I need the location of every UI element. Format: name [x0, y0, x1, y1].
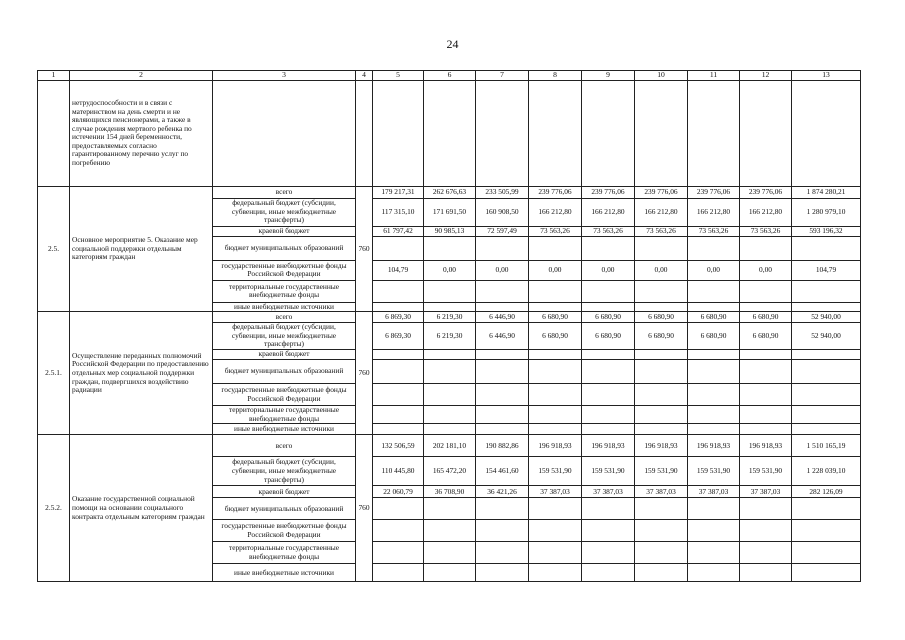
- value-cell: 6 680,90: [635, 323, 688, 350]
- value-cell: [635, 564, 688, 582]
- value-cell: [476, 302, 529, 312]
- value-cell: [635, 384, 688, 406]
- value-cell: [688, 564, 740, 582]
- value-cell: 132 506,59: [373, 435, 424, 457]
- value-cell: 159 531,90: [740, 457, 792, 486]
- value-cell: [529, 350, 582, 360]
- budget-table: [37, 70, 861, 582]
- value-cell: 6 680,90: [529, 323, 582, 350]
- value-cell: 159 531,90: [688, 457, 740, 486]
- empty-cell: [792, 80, 861, 186]
- value-cell: [476, 542, 529, 564]
- section-code: 2.5.: [38, 186, 70, 312]
- empty-cell: [476, 80, 529, 186]
- value-cell: [582, 350, 635, 360]
- value-cell: 0,00: [688, 260, 740, 280]
- funding-source: территориальные государственные внебюджетные фонды: [213, 406, 356, 424]
- value-cell: 117 315,10: [373, 198, 424, 226]
- value-cell: 6 680,90: [740, 323, 792, 350]
- value-cell: 1 280 979,10: [792, 198, 861, 226]
- value-cell: [792, 542, 861, 564]
- value-cell: 196 918,93: [635, 435, 688, 457]
- section-code-760: 760: [356, 186, 373, 312]
- value-cell: [740, 350, 792, 360]
- value-cell: [529, 360, 582, 384]
- value-cell: 166 212,80: [529, 198, 582, 226]
- section-code: 2.5.1.: [38, 312, 70, 435]
- funding-source: федеральный бюджет (субсидии, субвенции, иные межбюджетные трансферты): [213, 198, 356, 226]
- value-cell: [635, 498, 688, 520]
- value-cell: [373, 424, 424, 435]
- value-cell: [582, 302, 635, 312]
- value-cell: [792, 280, 861, 302]
- funding-source: краевой бюджет: [213, 226, 356, 236]
- value-cell: [740, 302, 792, 312]
- value-cell: 239 776,06: [529, 186, 582, 198]
- empty-cell: [424, 80, 476, 186]
- value-cell: 6 680,90: [688, 323, 740, 350]
- col-header: 3: [213, 71, 356, 81]
- value-cell: [688, 236, 740, 260]
- value-cell: [740, 360, 792, 384]
- value-cell: 104,79: [792, 260, 861, 280]
- funding-source: краевой бюджет: [213, 350, 356, 360]
- value-cell: 0,00: [740, 260, 792, 280]
- value-cell: 72 597,49: [476, 226, 529, 236]
- table-row: [38, 435, 861, 457]
- value-cell: [688, 520, 740, 542]
- funding-source: иные внебюджетные источники: [213, 302, 356, 312]
- value-cell: 73 563,26: [529, 226, 582, 236]
- value-cell: [529, 302, 582, 312]
- value-cell: 73 563,26: [582, 226, 635, 236]
- value-cell: [529, 384, 582, 406]
- value-cell: 0,00: [476, 260, 529, 280]
- value-cell: [476, 498, 529, 520]
- col-header: 13: [792, 71, 861, 81]
- value-cell: 239 776,06: [740, 186, 792, 198]
- value-cell: [373, 384, 424, 406]
- value-cell: [740, 424, 792, 435]
- section-code: 2.5.2.: [38, 435, 70, 582]
- value-cell: [635, 542, 688, 564]
- value-cell: [688, 406, 740, 424]
- value-cell: 6 869,30: [373, 323, 424, 350]
- value-cell: 73 563,26: [740, 226, 792, 236]
- funding-source: государственные внебюджетные фонды Российской Федерации: [213, 384, 356, 406]
- value-cell: [476, 350, 529, 360]
- value-cell: [740, 236, 792, 260]
- value-cell: 196 918,93: [740, 435, 792, 457]
- value-cell: 73 563,26: [688, 226, 740, 236]
- value-cell: [582, 360, 635, 384]
- empty-cell: [740, 80, 792, 186]
- value-cell: 6 680,90: [635, 312, 688, 323]
- value-cell: [792, 302, 861, 312]
- value-cell: [373, 498, 424, 520]
- funding-source: территориальные государственные внебюджетные фонды: [213, 280, 356, 302]
- value-cell: [688, 498, 740, 520]
- value-cell: [688, 542, 740, 564]
- value-cell: [635, 424, 688, 435]
- value-cell: [476, 384, 529, 406]
- value-cell: [373, 564, 424, 582]
- empty-cell: [373, 80, 424, 186]
- value-cell: 6 680,90: [582, 323, 635, 350]
- value-cell: [373, 520, 424, 542]
- col-header: 5: [373, 71, 424, 81]
- value-cell: 282 126,09: [792, 486, 861, 498]
- value-cell: [792, 350, 861, 360]
- value-cell: [373, 350, 424, 360]
- col-header: 12: [740, 71, 792, 81]
- value-cell: 233 505,99: [476, 186, 529, 198]
- value-cell: 6 680,90: [740, 312, 792, 323]
- col-header: 4: [356, 71, 373, 81]
- value-cell: [582, 384, 635, 406]
- value-cell: 262 676,63: [424, 186, 476, 198]
- value-cell: [424, 520, 476, 542]
- value-cell: [529, 236, 582, 260]
- value-cell: [529, 564, 582, 582]
- funding-source: федеральный бюджет (субсидии, субвенции, иные межбюджетные трансферты): [213, 323, 356, 350]
- value-cell: 196 918,93: [529, 435, 582, 457]
- value-cell: [476, 406, 529, 424]
- value-cell: [792, 498, 861, 520]
- value-cell: [740, 542, 792, 564]
- col-header: 11: [688, 71, 740, 81]
- value-cell: 154 461,60: [476, 457, 529, 486]
- empty-cell: [688, 80, 740, 186]
- col-header: 8: [529, 71, 582, 81]
- value-cell: 6 219,30: [424, 323, 476, 350]
- value-cell: [635, 302, 688, 312]
- value-cell: [582, 236, 635, 260]
- col-header: 9: [582, 71, 635, 81]
- funding-source: государственные внебюджетные фонды Российской Федерации: [213, 520, 356, 542]
- value-cell: 37 387,03: [582, 486, 635, 498]
- funding-source: краевой бюджет: [213, 486, 356, 498]
- value-cell: 36 421,26: [476, 486, 529, 498]
- value-cell: 36 708,90: [424, 486, 476, 498]
- value-cell: [476, 424, 529, 435]
- funding-source: территориальные государственные внебюджетные фонды: [213, 542, 356, 564]
- value-cell: 52 940,00: [792, 312, 861, 323]
- value-cell: [740, 520, 792, 542]
- value-cell: [529, 424, 582, 435]
- value-cell: [792, 360, 861, 384]
- value-cell: [424, 406, 476, 424]
- value-cell: [582, 280, 635, 302]
- value-cell: 73 563,26: [635, 226, 688, 236]
- value-cell: 239 776,06: [688, 186, 740, 198]
- value-cell: [582, 520, 635, 542]
- value-cell: [424, 280, 476, 302]
- value-cell: 110 445,80: [373, 457, 424, 486]
- value-cell: [373, 406, 424, 424]
- funding-source: федеральный бюджет (субсидии, субвенции, иные межбюджетные трансферты): [213, 457, 356, 486]
- col-header: 7: [476, 71, 529, 81]
- value-cell: [373, 280, 424, 302]
- value-cell: 22 060,79: [373, 486, 424, 498]
- empty-cell: [213, 80, 356, 186]
- value-cell: [424, 302, 476, 312]
- value-cell: [688, 360, 740, 384]
- section-code-760: 760: [356, 435, 373, 582]
- value-cell: 196 918,93: [688, 435, 740, 457]
- value-cell: [792, 236, 861, 260]
- value-cell: 1 228 039,10: [792, 457, 861, 486]
- value-cell: [529, 498, 582, 520]
- funding-source: всего: [213, 312, 356, 323]
- value-cell: [476, 520, 529, 542]
- value-cell: [635, 360, 688, 384]
- value-cell: [688, 280, 740, 302]
- value-cell: 165 472,20: [424, 457, 476, 486]
- value-cell: [740, 406, 792, 424]
- continuation-row: [38, 80, 861, 186]
- value-cell: [476, 280, 529, 302]
- value-cell: [688, 384, 740, 406]
- value-cell: [792, 564, 861, 582]
- value-cell: 37 387,03: [688, 486, 740, 498]
- value-cell: [635, 520, 688, 542]
- empty-cell: [635, 80, 688, 186]
- value-cell: 6 680,90: [529, 312, 582, 323]
- empty-cell: [582, 80, 635, 186]
- value-cell: [688, 302, 740, 312]
- value-cell: 166 212,80: [740, 198, 792, 226]
- value-cell: 0,00: [635, 260, 688, 280]
- value-cell: [529, 542, 582, 564]
- value-cell: [373, 542, 424, 564]
- value-cell: 159 531,90: [529, 457, 582, 486]
- value-cell: [476, 564, 529, 582]
- value-cell: [476, 236, 529, 260]
- value-cell: [424, 498, 476, 520]
- value-cell: 190 882,86: [476, 435, 529, 457]
- value-cell: 196 918,93: [582, 435, 635, 457]
- value-cell: 6 680,90: [582, 312, 635, 323]
- funding-source: государственные внебюджетные фонды Российской Федерации: [213, 260, 356, 280]
- value-cell: 159 531,90: [635, 457, 688, 486]
- value-cell: 52 940,00: [792, 323, 861, 350]
- page-number: 24: [446, 37, 459, 51]
- section-name: Оказание государственной социальной помощи на основании социального контракта отдельным категориям граждан: [70, 435, 213, 582]
- value-cell: 37 387,03: [635, 486, 688, 498]
- value-cell: [373, 302, 424, 312]
- empty-cell: [529, 80, 582, 186]
- value-cell: [792, 424, 861, 435]
- table-row: [38, 186, 861, 198]
- value-cell: [424, 236, 476, 260]
- value-cell: 6 446,90: [476, 312, 529, 323]
- value-cell: 0,00: [529, 260, 582, 280]
- value-cell: [740, 498, 792, 520]
- col-header: 10: [635, 71, 688, 81]
- value-cell: [582, 406, 635, 424]
- value-cell: [688, 424, 740, 435]
- empty-cell: [356, 80, 373, 186]
- value-cell: [424, 360, 476, 384]
- value-cell: 61 797,42: [373, 226, 424, 236]
- value-cell: [529, 280, 582, 302]
- value-cell: [424, 350, 476, 360]
- value-cell: 1 510 165,19: [792, 435, 861, 457]
- value-cell: 171 691,50: [424, 198, 476, 226]
- value-cell: 166 212,80: [688, 198, 740, 226]
- value-cell: [582, 542, 635, 564]
- value-cell: [476, 360, 529, 384]
- value-cell: [635, 280, 688, 302]
- value-cell: [373, 360, 424, 384]
- funding-source: бюджет муниципальных образований: [213, 360, 356, 384]
- value-cell: 6 219,30: [424, 312, 476, 323]
- section-code-760: 760: [356, 312, 373, 435]
- value-cell: [582, 424, 635, 435]
- funding-source: иные внебюджетные источники: [213, 564, 356, 582]
- value-cell: [792, 406, 861, 424]
- value-cell: [582, 564, 635, 582]
- value-cell: 6 680,90: [688, 312, 740, 323]
- value-cell: 90 985,13: [424, 226, 476, 236]
- value-cell: [424, 384, 476, 406]
- funding-source: всего: [213, 435, 356, 457]
- value-cell: [792, 384, 861, 406]
- value-cell: 159 531,90: [582, 457, 635, 486]
- funding-source: бюджет муниципальных образований: [213, 236, 356, 260]
- value-cell: 179 217,31: [373, 186, 424, 198]
- value-cell: 239 776,06: [582, 186, 635, 198]
- value-cell: 37 387,03: [740, 486, 792, 498]
- funding-source: всего: [213, 186, 356, 198]
- value-cell: [424, 564, 476, 582]
- value-cell: 166 212,80: [635, 198, 688, 226]
- value-cell: 6 446,90: [476, 323, 529, 350]
- value-cell: 0,00: [424, 260, 476, 280]
- value-cell: 37 387,03: [529, 486, 582, 498]
- value-cell: [529, 520, 582, 542]
- value-cell: 104,79: [373, 260, 424, 280]
- col-header: 2: [70, 71, 213, 81]
- value-cell: [740, 384, 792, 406]
- value-cell: [635, 406, 688, 424]
- funding-source: иные внебюджетные источники: [213, 424, 356, 435]
- value-cell: [635, 236, 688, 260]
- value-cell: [740, 280, 792, 302]
- value-cell: 0,00: [582, 260, 635, 280]
- value-cell: 166 212,80: [582, 198, 635, 226]
- value-cell: [582, 498, 635, 520]
- value-cell: [740, 564, 792, 582]
- value-cell: 160 908,50: [476, 198, 529, 226]
- col-header: 6: [424, 71, 476, 81]
- value-cell: 1 874 280,21: [792, 186, 861, 198]
- value-cell: [792, 520, 861, 542]
- value-cell: 202 181,10: [424, 435, 476, 457]
- value-cell: [529, 406, 582, 424]
- value-cell: [424, 542, 476, 564]
- section-name: Основное мероприятие 5. Оказание мер социальной поддержки отдельным категориям граждан: [70, 186, 213, 312]
- funding-source: бюджет муниципальных образований: [213, 498, 356, 520]
- value-cell: 593 196,32: [792, 226, 861, 236]
- value-cell: [424, 424, 476, 435]
- column-header-row: [38, 71, 861, 81]
- continuation-code-cell: [38, 80, 70, 186]
- value-cell: 239 776,06: [635, 186, 688, 198]
- table-row: [38, 312, 861, 323]
- value-cell: [688, 350, 740, 360]
- col-header: 1: [38, 71, 70, 81]
- value-cell: [373, 236, 424, 260]
- value-cell: 6 869,30: [373, 312, 424, 323]
- value-cell: [635, 350, 688, 360]
- section-name: Осуществление переданных полномочий Российской Федерации по предоставлению отдельных мер социальной поддержки граждан, подвергшихся воздействию радиации: [70, 312, 213, 435]
- continuation-text: нетрудоспособности и в связи с материнством на день смерти и не являющихся пенсионерами, а также в случае рождения мертвого ребенка по истечении 154 дней беременности, предоставляемых согласно гарантированному перечню услуг по погребению: [70, 80, 213, 186]
